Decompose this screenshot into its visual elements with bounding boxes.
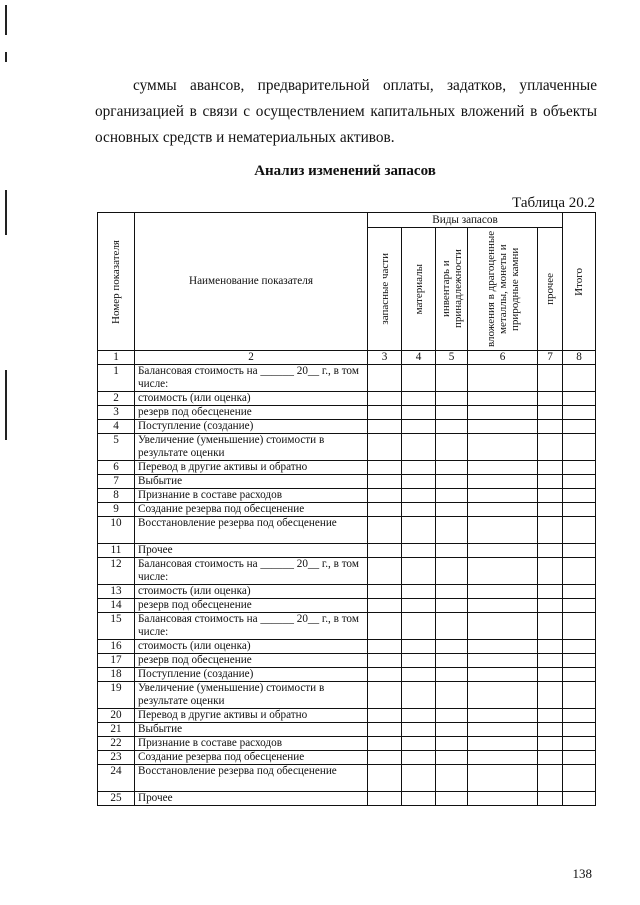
value-cell[interactable] <box>538 558 563 585</box>
value-cell[interactable] <box>468 668 538 682</box>
table-row <box>98 682 596 709</box>
value-cell[interactable] <box>368 599 402 613</box>
value-cell[interactable] <box>402 640 436 654</box>
table-row <box>98 709 596 723</box>
value-cell[interactable] <box>368 544 402 558</box>
value-cell[interactable] <box>368 434 402 461</box>
value-cell[interactable] <box>368 723 402 737</box>
row-number-cell: 17 <box>98 654 135 668</box>
value-cell[interactable] <box>436 654 468 668</box>
value-cell[interactable] <box>368 489 402 503</box>
row-name-cell: Выбытие <box>135 475 368 489</box>
value-cell[interactable] <box>538 613 563 640</box>
column-number-cell: 1 <box>98 351 135 365</box>
row-number-cell: 20 <box>98 709 135 723</box>
value-cell[interactable] <box>468 517 538 544</box>
value-cell[interactable] <box>563 668 596 682</box>
value-cell[interactable] <box>468 751 538 765</box>
table-row <box>98 544 596 558</box>
value-cell[interactable] <box>436 737 468 751</box>
value-cell[interactable] <box>436 682 468 709</box>
value-cell[interactable] <box>538 668 563 682</box>
row-number-cell: 21 <box>98 723 135 737</box>
row-number-cell: 12 <box>98 558 135 585</box>
table-row <box>98 613 596 640</box>
value-cell[interactable] <box>563 613 596 640</box>
value-cell[interactable] <box>538 517 563 544</box>
header-inventory-types: Виды запасов <box>368 213 563 228</box>
scan-margin-mark <box>5 190 7 235</box>
table-row <box>98 392 596 406</box>
value-cell[interactable] <box>368 751 402 765</box>
value-cell[interactable] <box>436 489 468 503</box>
row-number-cell: 23 <box>98 751 135 765</box>
value-cell[interactable] <box>563 640 596 654</box>
value-cell[interactable] <box>402 613 436 640</box>
value-cell[interactable] <box>368 613 402 640</box>
value-cell[interactable] <box>436 751 468 765</box>
value-cell[interactable] <box>468 558 538 585</box>
value-cell[interactable] <box>538 420 563 434</box>
value-cell[interactable] <box>563 654 596 668</box>
value-cell[interactable] <box>563 517 596 544</box>
table-row <box>98 640 596 654</box>
value-cell[interactable] <box>563 558 596 585</box>
column-number-cell: 4 <box>402 351 436 365</box>
value-cell[interactable] <box>402 517 436 544</box>
row-name-cell: Увеличение (уменьшение) стоимости в результате оценки <box>135 682 368 709</box>
column-number-cell: 8 <box>563 351 596 365</box>
table-row <box>98 737 596 751</box>
table-row <box>98 751 596 765</box>
value-cell[interactable] <box>468 461 538 475</box>
value-cell[interactable] <box>436 517 468 544</box>
value-cell[interactable] <box>402 434 436 461</box>
row-number-cell: 13 <box>98 585 135 599</box>
value-cell[interactable] <box>402 475 436 489</box>
value-cell[interactable] <box>563 420 596 434</box>
table-row <box>98 723 596 737</box>
value-cell[interactable] <box>368 792 402 806</box>
row-number-cell: 6 <box>98 461 135 475</box>
value-cell[interactable] <box>563 475 596 489</box>
value-cell[interactable] <box>368 406 402 420</box>
value-cell[interactable] <box>538 599 563 613</box>
row-name-cell: Перевод в другие активы и обратно <box>135 461 368 475</box>
value-cell[interactable] <box>538 392 563 406</box>
value-cell[interactable] <box>563 461 596 475</box>
row-name-cell: Выбытие <box>135 723 368 737</box>
row-number-cell: 8 <box>98 489 135 503</box>
value-cell[interactable] <box>436 640 468 654</box>
table-row <box>98 668 596 682</box>
value-cell[interactable] <box>368 475 402 489</box>
value-cell[interactable] <box>538 737 563 751</box>
value-cell[interactable] <box>402 737 436 751</box>
value-cell[interactable] <box>368 420 402 434</box>
intro-paragraph: суммы авансов, предварительной оплаты, задатков, уплаченные организацией в связи с осуществлением капитальных вложений в объекты основных средств и нематериальных активов. <box>95 77 597 146</box>
header-row-number: Номер показателя <box>98 213 135 351</box>
value-cell[interactable] <box>368 392 402 406</box>
value-cell[interactable] <box>368 517 402 544</box>
value-cell[interactable] <box>538 406 563 420</box>
value-cell[interactable] <box>563 765 596 792</box>
scan-margin-mark <box>5 370 7 440</box>
value-cell[interactable] <box>368 558 402 585</box>
row-number-cell: 10 <box>98 517 135 544</box>
table-row <box>98 765 596 792</box>
value-cell[interactable] <box>468 792 538 806</box>
value-cell[interactable] <box>368 737 402 751</box>
table-row <box>98 434 596 461</box>
value-cell[interactable] <box>402 585 436 599</box>
row-number-cell: 16 <box>98 640 135 654</box>
value-cell[interactable] <box>402 709 436 723</box>
value-cell[interactable] <box>563 503 596 517</box>
row-name-cell: Балансовая стоимость на ______ 20__ г., в том числе: <box>135 613 368 640</box>
column-number-cell: 6 <box>468 351 538 365</box>
row-number-cell: 4 <box>98 420 135 434</box>
header-total: Итого <box>563 213 596 351</box>
value-cell[interactable] <box>468 765 538 792</box>
row-name-cell: Балансовая стоимость на ______ 20__ г., в том числе: <box>135 558 368 585</box>
value-cell[interactable] <box>402 723 436 737</box>
value-cell[interactable] <box>368 654 402 668</box>
value-cell[interactable] <box>538 792 563 806</box>
row-number-cell: 15 <box>98 613 135 640</box>
table-row <box>98 599 596 613</box>
value-cell[interactable] <box>563 392 596 406</box>
value-cell[interactable] <box>563 434 596 461</box>
row-name-cell: Поступление (создание) <box>135 668 368 682</box>
value-cell[interactable] <box>468 613 538 640</box>
page-number: 138 <box>572 866 592 881</box>
value-cell[interactable] <box>538 751 563 765</box>
header-other: прочее <box>538 228 563 351</box>
value-cell[interactable] <box>368 640 402 654</box>
table-row <box>98 475 596 489</box>
value-cell[interactable] <box>436 406 468 420</box>
header-materials: материалы <box>402 228 436 351</box>
value-cell[interactable] <box>436 792 468 806</box>
table-row <box>98 792 596 806</box>
value-cell[interactable] <box>563 406 596 420</box>
row-name-cell: Прочее <box>135 544 368 558</box>
value-cell[interactable] <box>468 723 538 737</box>
value-cell[interactable] <box>436 558 468 585</box>
row-number-cell: 3 <box>98 406 135 420</box>
value-cell[interactable] <box>402 599 436 613</box>
value-cell[interactable] <box>368 765 402 792</box>
row-number-cell: 1 <box>98 365 135 392</box>
value-cell[interactable] <box>402 461 436 475</box>
value-cell[interactable] <box>436 765 468 792</box>
row-name-cell: Прочее <box>135 792 368 806</box>
value-cell[interactable] <box>368 585 402 599</box>
scan-margin-mark <box>5 52 7 62</box>
row-name-cell: Перевод в другие активы и обратно <box>135 709 368 723</box>
row-name-cell: резерв под обесценение <box>135 406 368 420</box>
value-cell[interactable] <box>538 475 563 489</box>
value-cell[interactable] <box>402 406 436 420</box>
table-row <box>98 503 596 517</box>
value-cell[interactable] <box>468 544 538 558</box>
value-cell[interactable] <box>436 475 468 489</box>
value-cell[interactable] <box>402 392 436 406</box>
value-cell[interactable] <box>538 709 563 723</box>
value-cell[interactable] <box>538 765 563 792</box>
value-cell[interactable] <box>468 420 538 434</box>
table-row <box>98 585 596 599</box>
value-cell[interactable] <box>468 737 538 751</box>
value-cell[interactable] <box>436 392 468 406</box>
row-number-cell: 5 <box>98 434 135 461</box>
value-cell[interactable] <box>402 682 436 709</box>
table-row <box>98 461 596 475</box>
scan-margin-mark <box>5 5 7 35</box>
row-number-cell: 22 <box>98 737 135 751</box>
row-number-cell: 14 <box>98 599 135 613</box>
row-number-cell: 11 <box>98 544 135 558</box>
value-cell[interactable] <box>563 792 596 806</box>
value-cell[interactable] <box>402 751 436 765</box>
value-cell[interactable] <box>368 503 402 517</box>
value-cell[interactable] <box>468 392 538 406</box>
value-cell[interactable] <box>402 544 436 558</box>
value-cell[interactable] <box>538 682 563 709</box>
value-cell[interactable] <box>468 503 538 517</box>
table-row <box>98 489 596 503</box>
row-number-cell: 24 <box>98 765 135 792</box>
value-cell[interactable] <box>468 406 538 420</box>
value-cell[interactable] <box>402 558 436 585</box>
value-cell[interactable] <box>436 461 468 475</box>
value-cell[interactable] <box>538 544 563 558</box>
row-name-cell: Восстановление резерва под обесценение <box>135 517 368 544</box>
row-name-cell: резерв под обесценение <box>135 599 368 613</box>
value-cell[interactable] <box>563 365 596 392</box>
row-name-cell: Поступление (создание) <box>135 420 368 434</box>
value-cell[interactable] <box>402 765 436 792</box>
value-cell[interactable] <box>368 709 402 723</box>
table-row <box>98 365 596 392</box>
value-cell[interactable] <box>563 709 596 723</box>
table-row <box>98 517 596 544</box>
inventory-table <box>97 212 596 806</box>
header-precious-metals: вложения в драгоценные металлы, монеты и природные камни <box>468 228 538 351</box>
value-cell[interactable] <box>368 668 402 682</box>
value-cell[interactable] <box>538 434 563 461</box>
value-cell[interactable] <box>563 737 596 751</box>
value-cell[interactable] <box>368 365 402 392</box>
value-cell[interactable] <box>468 585 538 599</box>
row-name-cell: резерв под обесценение <box>135 654 368 668</box>
value-cell[interactable] <box>563 489 596 503</box>
value-cell[interactable] <box>538 723 563 737</box>
value-cell[interactable] <box>563 544 596 558</box>
value-cell[interactable] <box>402 654 436 668</box>
value-cell[interactable] <box>436 544 468 558</box>
value-cell[interactable] <box>436 668 468 682</box>
value-cell[interactable] <box>468 682 538 709</box>
row-name-cell: Признание в составе расходов <box>135 737 368 751</box>
table-row <box>98 420 596 434</box>
value-cell[interactable] <box>563 599 596 613</box>
row-name-cell: Создание резерва под обесценение <box>135 503 368 517</box>
row-name-cell: стоимость (или оценка) <box>135 585 368 599</box>
row-number-cell: 19 <box>98 682 135 709</box>
row-name-cell: стоимость (или оценка) <box>135 392 368 406</box>
header-spare-parts: запасные части <box>368 228 402 351</box>
value-cell[interactable] <box>538 503 563 517</box>
value-cell[interactable] <box>538 654 563 668</box>
value-cell[interactable] <box>468 489 538 503</box>
row-name-cell: Балансовая стоимость на ______ 20__ г., в том числе: <box>135 365 368 392</box>
value-cell[interactable] <box>436 420 468 434</box>
value-cell[interactable] <box>468 434 538 461</box>
value-cell[interactable] <box>436 709 468 723</box>
value-cell[interactable] <box>436 613 468 640</box>
value-cell[interactable] <box>538 461 563 475</box>
value-cell[interactable] <box>436 434 468 461</box>
value-cell[interactable] <box>538 365 563 392</box>
header-indicator-name: Наименование показателя <box>135 213 368 351</box>
value-cell[interactable] <box>368 682 402 709</box>
value-cell[interactable] <box>468 365 538 392</box>
value-cell[interactable] <box>402 792 436 806</box>
value-cell[interactable] <box>538 489 563 503</box>
table-heading: Анализ изменений запасов <box>254 163 436 179</box>
row-name-cell: Увеличение (уменьшение) стоимости в результате оценки <box>135 434 368 461</box>
row-name-cell: Создание резерва под обесценение <box>135 751 368 765</box>
value-cell[interactable] <box>436 365 468 392</box>
table-row <box>98 406 596 420</box>
value-cell[interactable] <box>563 723 596 737</box>
value-cell[interactable] <box>538 640 563 654</box>
value-cell[interactable] <box>468 599 538 613</box>
table-body <box>98 365 596 806</box>
column-number-cell: 5 <box>436 351 468 365</box>
value-cell[interactable] <box>402 489 436 503</box>
column-number-cell: 2 <box>135 351 368 365</box>
value-cell[interactable] <box>436 599 468 613</box>
row-number-cell: 2 <box>98 392 135 406</box>
value-cell[interactable] <box>436 723 468 737</box>
header-equipment: инвентарь и принадлежности <box>436 228 468 351</box>
value-cell[interactable] <box>468 709 538 723</box>
row-name-cell: Признание в составе расходов <box>135 489 368 503</box>
table-label: Таблица 20.2 <box>512 195 595 211</box>
value-cell[interactable] <box>468 640 538 654</box>
value-cell[interactable] <box>563 585 596 599</box>
value-cell[interactable] <box>402 668 436 682</box>
value-cell[interactable] <box>538 585 563 599</box>
value-cell[interactable] <box>436 585 468 599</box>
row-number-cell: 25 <box>98 792 135 806</box>
table-row <box>98 558 596 585</box>
column-number-cell: 7 <box>538 351 563 365</box>
value-cell[interactable] <box>436 503 468 517</box>
value-cell[interactable] <box>563 751 596 765</box>
value-cell[interactable] <box>402 365 436 392</box>
row-name-cell: Восстановление резерва под обесценение <box>135 765 368 792</box>
row-number-cell: 18 <box>98 668 135 682</box>
value-cell[interactable] <box>468 475 538 489</box>
value-cell[interactable] <box>402 420 436 434</box>
value-cell[interactable] <box>468 654 538 668</box>
row-number-cell: 7 <box>98 475 135 489</box>
value-cell[interactable] <box>368 461 402 475</box>
value-cell[interactable] <box>402 503 436 517</box>
table-row <box>98 654 596 668</box>
column-number-cell: 3 <box>368 351 402 365</box>
value-cell[interactable] <box>563 682 596 709</box>
row-name-cell: стоимость (или оценка) <box>135 640 368 654</box>
row-number-cell: 9 <box>98 503 135 517</box>
